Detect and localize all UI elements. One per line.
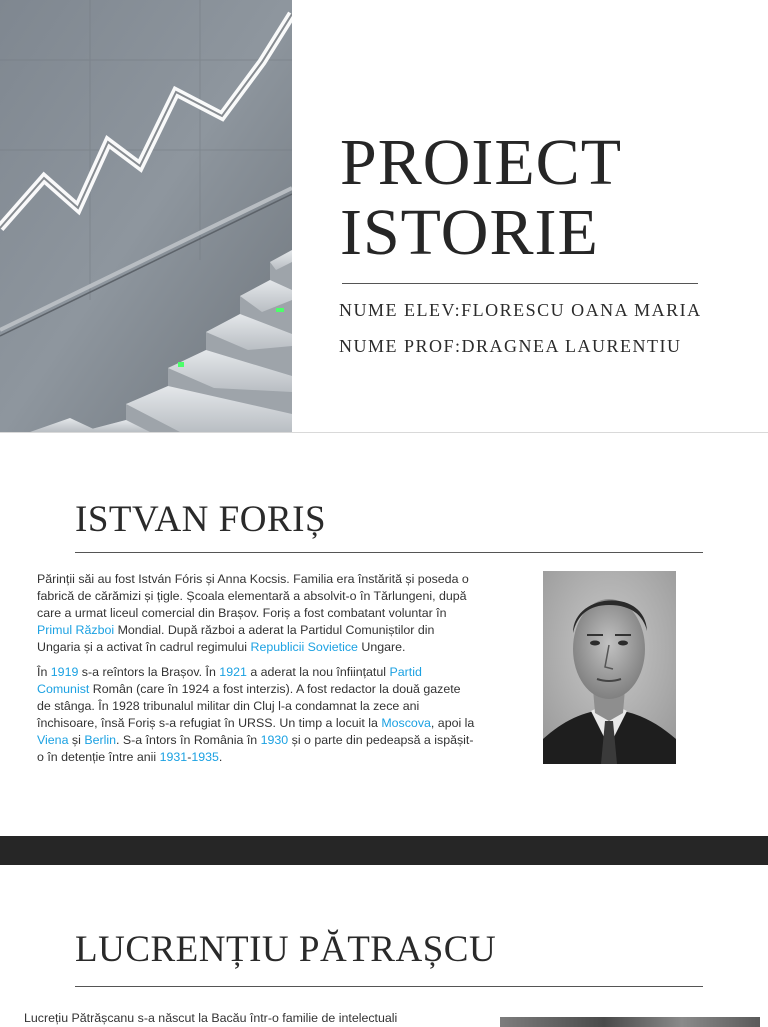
student-name: NUME ELEV:FLORESCU OANA MARIA xyxy=(339,300,702,320)
title-divider xyxy=(342,283,698,284)
section-divider xyxy=(75,986,703,987)
wiki-link[interactable]: Primul Război xyxy=(37,623,115,637)
foris-biography xyxy=(37,571,477,774)
wiki-link[interactable]: Republicii Sovietice xyxy=(250,640,358,654)
wiki-link[interactable]: 1919 xyxy=(50,665,79,679)
title-line-2: ISTORIE xyxy=(340,196,599,269)
wiki-link[interactable]: Moscova xyxy=(381,716,431,730)
wiki-link[interactable]: 1935 xyxy=(191,750,219,764)
biography-paragraph-1 xyxy=(37,571,477,656)
title-slide xyxy=(0,0,768,432)
wiki-link[interactable]: 1930 xyxy=(260,733,289,747)
text-segment: - xyxy=(187,750,192,764)
text-segment: a aderat la nou înființatul xyxy=(246,665,390,679)
text-segment: Ungare. xyxy=(357,640,406,654)
section-title-foris: ISTVAN FORIȘ xyxy=(75,499,327,540)
portrait-photo-patrascu xyxy=(500,1017,760,1027)
text-segment: . S-a întors în România în xyxy=(116,733,261,747)
text-segment: și xyxy=(68,733,85,747)
rising-arrow-stairs-photo xyxy=(0,0,292,432)
teacher-name: NUME PROF:DRAGNEA LAURENTIU xyxy=(339,336,682,356)
biography-paragraph-2 xyxy=(37,664,477,766)
wiki-link[interactable]: Viena xyxy=(37,733,69,747)
wiki-link[interactable]: Partid Comunist xyxy=(37,665,422,696)
text-segment: și o parte din pedeapsă a ispășit-o în detenție între anii xyxy=(37,733,474,764)
wiki-link[interactable]: Berlin xyxy=(84,733,116,747)
text-segment: Părinții săi au fost István Fóris și Anna Kocsis. Familia era înstărită și poseda o fabrică de cărămizi și țigle. Școala elementară a absolvit-o în Tărlungeni, după care a urmat liceul comercial din Brașov. Foriș a fost combatant voluntar în xyxy=(37,572,469,620)
title-line-1: PROIECT xyxy=(340,126,623,199)
presentation-title xyxy=(340,128,740,268)
text-segment: În xyxy=(37,665,51,679)
text-segment: , apoi la xyxy=(430,716,475,730)
slide-divider-band xyxy=(0,836,768,865)
wiki-link[interactable]: 1931 xyxy=(159,750,188,764)
text-segment: Mondial. După război a aderat la Partidul Comuniștilor din Ungaria și a activat în cadrul regimului xyxy=(37,623,435,654)
section-title-patrascu: LUCRENȚIU PĂTRAȘCU xyxy=(75,929,497,970)
text-segment: . xyxy=(218,750,223,764)
section-divider xyxy=(75,552,703,553)
patrascu-biography: Lucrețiu Pătrășcanu s-a născut la Bacău într-o familie de intelectuali xyxy=(24,1011,398,1025)
text-segment: Român (care în 1924 a fost interzis). A fost redactor la două gazete de stânga. În 1928 tribunalul militar din Cluj l-a condamnat la zece ani închisoare, însă Foriș s-a refugiat în URSS. Un timp a locuit la xyxy=(37,682,461,730)
portrait-photo-foris xyxy=(543,571,676,764)
text-segment: s-a reîntors la Brașov. În xyxy=(78,665,220,679)
wiki-link[interactable]: 1921 xyxy=(219,665,247,679)
slide-divider xyxy=(0,432,768,433)
